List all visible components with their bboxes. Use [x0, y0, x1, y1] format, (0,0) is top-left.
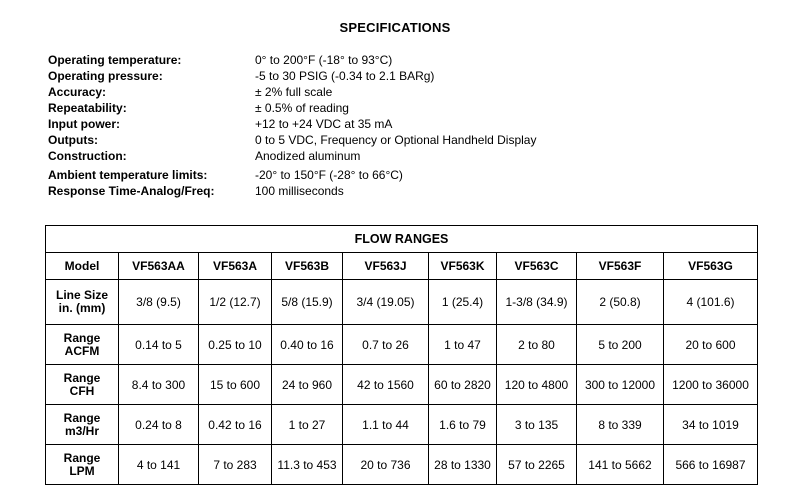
spec-value: 0 to 5 VDC, Frequency or Optional Handheld Display [255, 133, 537, 147]
table-cell: 1/2 (12.7) [199, 280, 272, 325]
table-row-range-lpm [46, 445, 758, 485]
row-label-line: Line Size [55, 288, 108, 302]
spec-value: 0° to 200°F (-18° to 93°C) [255, 53, 393, 67]
table-cell: 11.3 to 453 [272, 445, 343, 485]
table-cell: 0.7 to 26 [343, 325, 429, 365]
table-cell: 42 to 1560 [343, 365, 429, 405]
spec-label: Input power: [48, 117, 120, 131]
model-name-cell: VF563K [429, 253, 497, 280]
row-label-line: CFH [69, 383, 95, 398]
spec-row-repeatability [48, 100, 790, 116]
table-cell: 3/8 (9.5) [119, 280, 199, 325]
table-cell: 1.6 to 79 [429, 405, 497, 445]
model-name-cell: VF563A [199, 253, 272, 280]
row-label-line: LPM [69, 463, 95, 478]
table-cell: 1 to 27 [272, 405, 343, 445]
table-cell: 1 to 47 [429, 325, 497, 365]
flow-ranges-title-row [46, 226, 758, 253]
spec-label: Response Time-Analog/Freq: [48, 184, 215, 198]
spec-row-operating-pressure [48, 68, 790, 84]
row-label-range-lpm [46, 445, 119, 485]
model-name-cell: VF563J [343, 253, 429, 280]
table-cell: 1 (25.4) [429, 280, 497, 325]
table-cell: 0.25 to 10 [199, 325, 272, 365]
row-label-line: in. (mm) [58, 301, 106, 315]
table-cell: 15 to 600 [199, 365, 272, 405]
table-cell: 57 to 2265 [497, 445, 577, 485]
spec-label: Ambient temperature limits: [48, 168, 208, 182]
table-cell: 4 to 141 [119, 445, 199, 485]
model-name-cell: VF563AA [119, 253, 199, 280]
table-cell: 3/4 (19.05) [343, 280, 429, 325]
table-cell: 2 to 80 [497, 325, 577, 365]
spec-value: -5 to 30 PSIG (-0.34 to 2.1 BARg) [255, 69, 435, 83]
table-row-range-acfm [46, 325, 758, 365]
flow-ranges-title: FLOW RANGES [46, 226, 758, 253]
table-cell: 566 to 16987 [664, 445, 758, 485]
table-cell: 1200 to 36000 [664, 365, 758, 405]
row-label-range-m3hr [46, 405, 119, 445]
table-cell: 5/8 (15.9) [272, 280, 343, 325]
spec-row-accuracy [48, 84, 790, 100]
table-cell: 1.1 to 44 [343, 405, 429, 445]
spec-label: Operating pressure: [48, 69, 163, 83]
flow-ranges-table [45, 225, 758, 485]
spec-row-construction [48, 148, 790, 164]
spec-value: ± 0.5% of reading [255, 101, 349, 115]
spec-value: Anodized aluminum [255, 149, 361, 163]
table-row-line-size [46, 280, 758, 325]
table-cell: 0.40 to 16 [272, 325, 343, 365]
row-label-range-acfm [46, 325, 119, 365]
spec-value: ± 2% full scale [255, 85, 333, 99]
table-cell: 20 to 736 [343, 445, 429, 485]
table-cell: 0.24 to 8 [119, 405, 199, 445]
table-cell: 34 to 1019 [664, 405, 758, 445]
spec-value: +12 to +24 VDC at 35 mA [255, 117, 393, 131]
row-label-line: m3/Hr [64, 423, 99, 438]
spec-row-ambient-temperature-limits [48, 167, 790, 183]
table-cell: 24 to 960 [272, 365, 343, 405]
spec-label: Construction: [48, 149, 127, 163]
table-cell: 60 to 2820 [429, 365, 497, 405]
table-cell: 300 to 12000 [577, 365, 664, 405]
row-label-line: Range [63, 330, 101, 345]
table-cell: 3 to 135 [497, 405, 577, 445]
row-label-line: ACFM [64, 343, 100, 358]
table-cell: 0.14 to 5 [119, 325, 199, 365]
table-row-range-cfh [46, 365, 758, 405]
table-cell: 2 (50.8) [577, 280, 664, 325]
row-label-range-cfh [46, 365, 119, 405]
table-cell: 28 to 1330 [429, 445, 497, 485]
model-name-cell: VF563F [577, 253, 664, 280]
table-cell: 8 to 339 [577, 405, 664, 445]
table-cell: 7 to 283 [199, 445, 272, 485]
page-title: SPECIFICATIONS [339, 20, 451, 35]
row-label-line: Range [63, 450, 101, 465]
table-cell: 120 to 4800 [497, 365, 577, 405]
spec-row-input-power [48, 116, 790, 132]
row-label-line: Range [63, 410, 101, 425]
table-cell: 4 (101.6) [664, 280, 758, 325]
model-name-cell: VF563B [272, 253, 343, 280]
table-cell: 8.4 to 300 [119, 365, 199, 405]
row-label-line-size [46, 280, 119, 325]
table-cell: 20 to 600 [664, 325, 758, 365]
spec-label: Accuracy: [48, 85, 107, 99]
specifications-list [48, 52, 790, 199]
spec-label: Operating temperature: [48, 53, 182, 67]
spec-row-outputs [48, 132, 790, 148]
model-name-cell: VF563C [497, 253, 577, 280]
table-cell: 1-3/8 (34.9) [497, 280, 577, 325]
model-column-header: Model [46, 253, 119, 280]
row-label-line: Range [63, 370, 101, 385]
table-row-range-m3hr [46, 405, 758, 445]
spec-value: 100 milliseconds [255, 184, 344, 198]
table-cell: 5 to 200 [577, 325, 664, 365]
spec-value: -20° to 150°F (-28° to 66°C) [255, 168, 403, 182]
table-cell: 0.42 to 16 [199, 405, 272, 445]
model-header-row [46, 253, 758, 280]
table-cell: 141 to 5662 [577, 445, 664, 485]
model-name-cell: VF563G [664, 253, 758, 280]
spec-label: Repeatability: [48, 101, 127, 115]
spec-label: Outputs: [48, 133, 98, 147]
spec-row-operating-temperature [48, 52, 790, 68]
spec-row-response-time [48, 183, 790, 199]
